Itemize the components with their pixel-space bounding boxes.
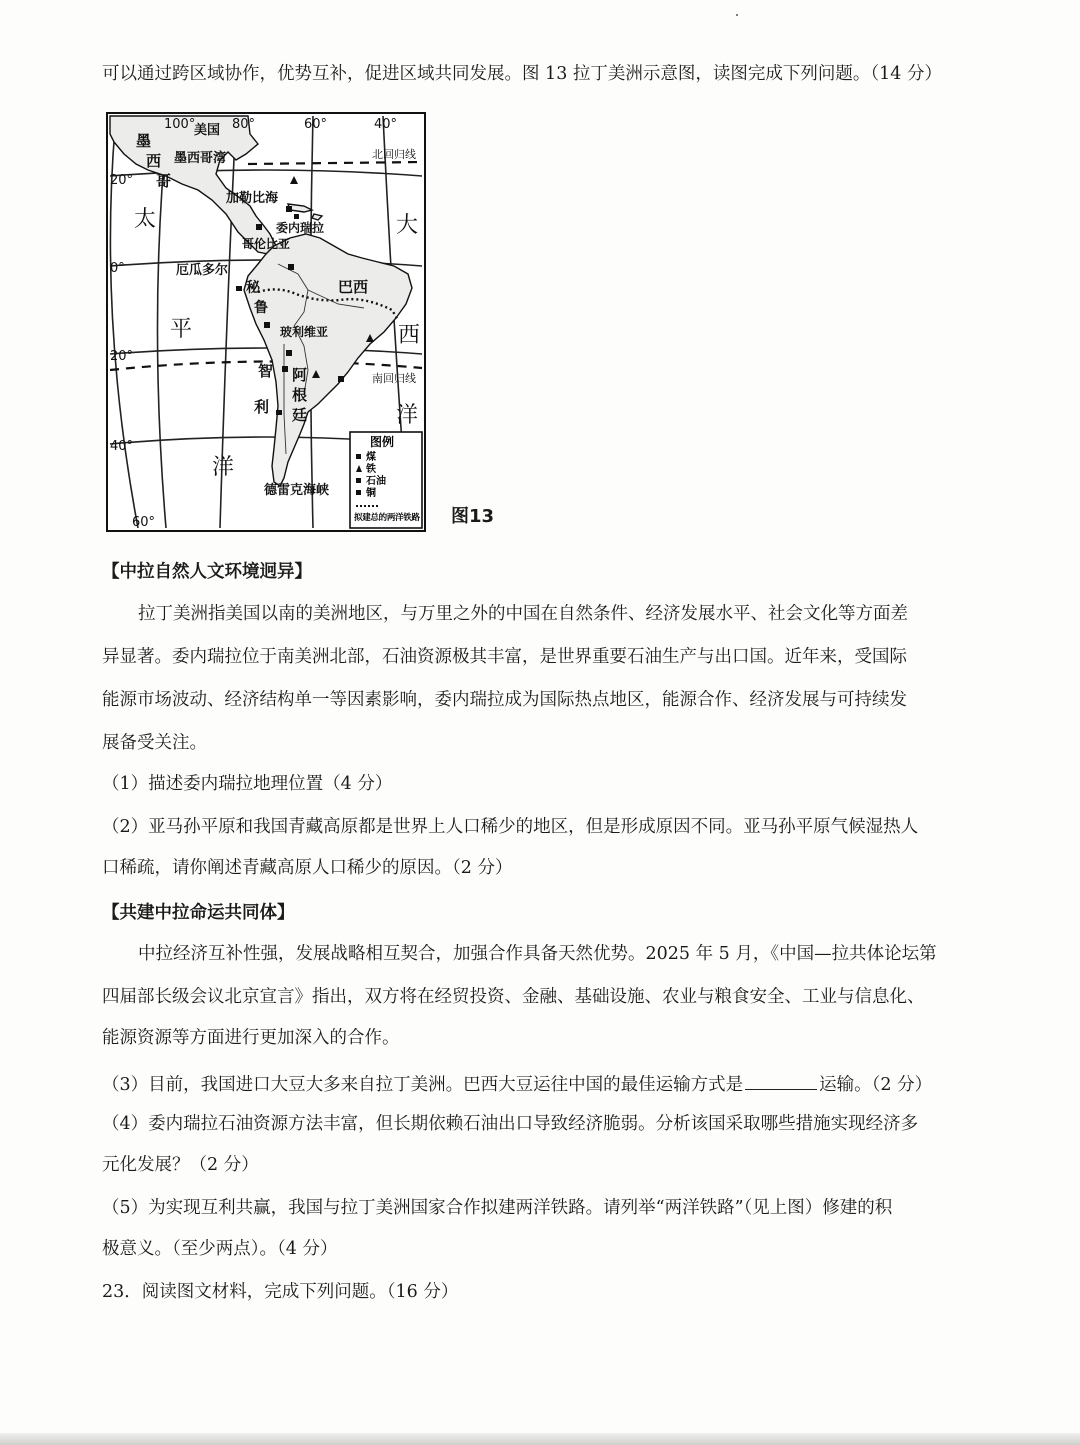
label-mexico-2: 西 (146, 152, 162, 170)
label-brazil: 巴西 (338, 278, 369, 296)
question-3-after: 运输。（2 分） (819, 1075, 933, 1095)
page-bottom-edge (0, 1433, 1080, 1445)
tropic-of-cancer (248, 162, 422, 164)
question-4-line1: （4）委内瑞拉石油资源方法丰富，但长期依赖石油出口导致经济脆弱。分析该国采取哪些措施实现经济多 (102, 1114, 919, 1134)
ocean-label-xi: 西 (398, 323, 421, 348)
lon-label-80: 80° (232, 117, 256, 132)
label-usa: 美国 (194, 123, 221, 138)
label-venezuela: 委内瑞拉 (276, 221, 325, 235)
question-5-line1: （5）为实现互利共赢，我国与拉丁美洲国家合作拟建两洋铁路。请列举“两洋铁路”（见上图）修建的积 (102, 1198, 893, 1218)
ocean-label-yang-pacific: 洋 (212, 455, 235, 480)
section2-paragraph-line1: 中拉经济互补性强，发展战略相互契合，加强合作具备天然优势。2025 年 5 月，《中国—拉共体论坛第 (138, 944, 937, 964)
label-caribbean: 加勒比海 (226, 191, 279, 206)
north-america-land (110, 116, 276, 254)
lat-label-0: 0° (110, 261, 125, 276)
legend-iron: 铁 (366, 464, 376, 475)
latin-america-map (106, 112, 426, 532)
tropic-south-label: 南回归线 (372, 372, 416, 385)
answer-blank[interactable] (745, 1071, 817, 1090)
question-3 (102, 1071, 932, 1097)
legend-copper: 铜 (366, 488, 376, 499)
lat-label-20s: 20° (110, 349, 134, 364)
label-bolivia: 玻利维亚 (280, 325, 329, 339)
lon-label-40: 40° (374, 117, 398, 132)
lat-label-40s: 40° (110, 439, 134, 454)
label-peru-2: 鲁 (254, 300, 268, 316)
intro-line: 可以通过跨区域协作，优势互补，促进区域共同发展。图 13 拉丁美洲示意图，读图完成下列问题。（14 分） (102, 64, 942, 84)
lon-label-100: 100° (164, 117, 196, 132)
label-colombia: 哥伦比亚 (242, 237, 291, 251)
legend-oil: 石油 (366, 476, 386, 487)
ocean-label-yang-atlantic: 洋 (396, 403, 419, 428)
speck (736, 14, 738, 16)
section1-title: 【中拉自然人文环境迥异】 (102, 562, 312, 582)
ocean-label-ping: 平 (170, 317, 193, 342)
map-legend (350, 432, 422, 528)
lat-label-20n: 20° (110, 173, 134, 188)
question-1: （1）描述委内瑞拉地理位置（4 分） (102, 774, 393, 794)
question-23: 23．阅读图文材料，完成下列问题。（16 分） (102, 1282, 459, 1302)
section1-paragraph-line4: 展备受关注。 (102, 733, 207, 753)
section1-paragraph-line2: 异显著。委内瑞拉位于南美洲北部，石油资源极其丰富，是世界重要石油生产与出口国。近年来，受国际 (102, 647, 907, 667)
label-peru-1: 秘 (246, 280, 260, 296)
legend-railway: 拟建总的两洋铁路 (354, 513, 420, 523)
label-gulf-of-mexico: 墨西哥湾 (174, 151, 227, 166)
label-argentina-2: 根 (292, 386, 308, 404)
question-3-before: （3）目前，我国进口大豆大多来自拉丁美洲。巴西大豆运往中国的最佳运输方式是 (102, 1075, 744, 1095)
label-chile-2: 利 (254, 398, 270, 416)
legend-title: 图例 (370, 435, 395, 449)
figure-caption: 图13 (451, 506, 495, 527)
section2-paragraph-line3: 能源资源等方面进行更加深入的合作。 (102, 1028, 400, 1048)
section2-paragraph-line2: 四届部长级会议北京宣言》指出，双方将在经贸投资、金融、基础设施、农业与粮食安全、工业与信息化、 (102, 987, 925, 1007)
section1-paragraph-line3: 能源市场波动、经济结构单一等因素影响，委内瑞拉成为国际热点地区，能源合作、经济发展与可持续发 (102, 690, 907, 710)
ocean-label-tai: 太 (134, 207, 157, 232)
label-ecuador: 厄瓜多尔 (176, 263, 229, 278)
question-5-line2: 极意义。（至少两点）。（4 分） (102, 1239, 338, 1259)
lon-label-60: 60° (304, 117, 328, 132)
question-2-line1: （2）亚马孙平原和我国青藏高原都是世界上人口稀少的地区，但是形成原因不同。亚马孙平原气候湿热人 (102, 817, 919, 837)
label-mexico-3: 哥 (156, 172, 172, 190)
section1-paragraph-line1: 拉丁美洲指美国以南的美洲地区，与万里之外的中国在自然条件、经济发展水平、社会文化等方面差 (138, 604, 908, 624)
label-drake-passage: 德雷克海峡 (264, 483, 330, 498)
caribbean-islands (288, 204, 322, 220)
legend-coal: 煤 (366, 452, 376, 463)
label-argentina-3: 廷 (292, 406, 308, 424)
label-argentina-1: 阿 (292, 366, 308, 384)
lat-label-60s: 60° (132, 515, 156, 530)
ocean-label-da: 大 (396, 213, 419, 238)
label-mexico-1: 墨 (136, 132, 152, 150)
label-chile-1: 智 (258, 362, 274, 380)
question-4-line2: 元化发展？（2 分） (102, 1155, 259, 1175)
tropic-north-label: 北回归线 (372, 148, 416, 161)
question-2-line2: 口稀疏，请你阐述青藏高原人口稀少的原因。（2 分） (102, 858, 513, 878)
section2-title: 【共建中拉命运共同体】 (102, 903, 295, 923)
